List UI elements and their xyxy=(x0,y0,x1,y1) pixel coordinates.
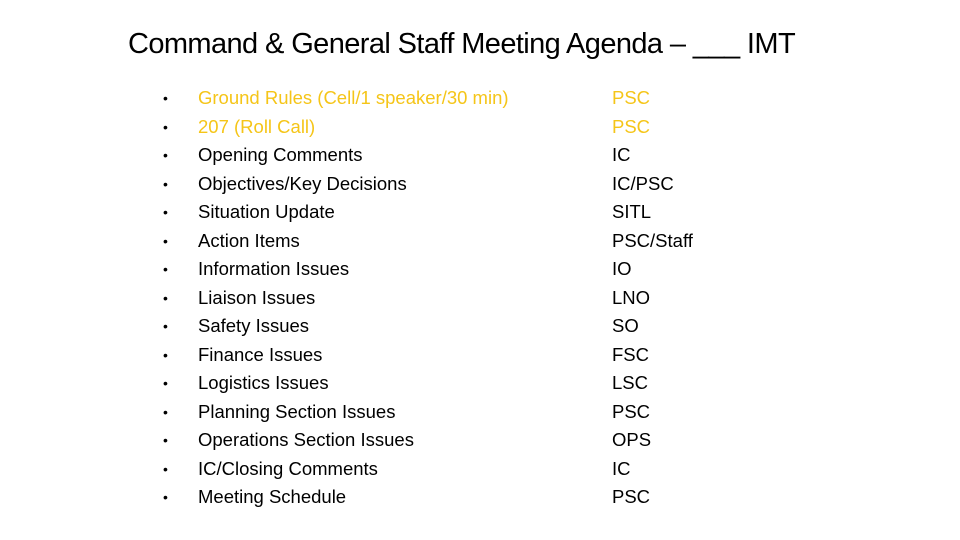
bullet-icon: • xyxy=(163,346,168,363)
agenda-owner: LSC xyxy=(612,372,648,394)
agenda-item: Opening Comments xyxy=(198,144,363,166)
bullet-icon: • xyxy=(163,432,168,449)
agenda-owner: PSC/Staff xyxy=(612,229,693,251)
agenda-owner: PSC xyxy=(612,87,651,109)
agenda-item: Operations Section Issues xyxy=(198,429,414,451)
agenda-row xyxy=(163,141,783,170)
agenda-owner: LNO xyxy=(612,286,651,308)
bullet-icon: • xyxy=(163,289,168,306)
agenda-owner: IC xyxy=(612,144,631,166)
agenda-owner: SITL xyxy=(612,201,652,223)
agenda-row xyxy=(163,398,783,427)
bullet-icon: • xyxy=(163,403,168,420)
bullet-icon: • xyxy=(163,204,168,221)
agenda-owner: IC/PSC xyxy=(612,172,674,194)
agenda-item: Information Issues xyxy=(198,258,350,280)
bullet-icon: • xyxy=(163,460,168,477)
agenda-row xyxy=(163,455,783,484)
agenda-item: Finance Issues xyxy=(198,343,323,365)
agenda-row xyxy=(163,483,783,512)
agenda-row xyxy=(163,198,783,227)
agenda-row xyxy=(163,170,783,199)
agenda-owner: SO xyxy=(612,315,639,337)
agenda-owner: FSC xyxy=(612,343,649,365)
bullet-icon: • xyxy=(163,147,168,164)
agenda-row xyxy=(163,341,783,370)
agenda-row xyxy=(163,113,783,142)
agenda-item: Safety Issues xyxy=(198,315,310,337)
bullet-icon: • xyxy=(163,175,168,192)
bullet-icon: • xyxy=(163,90,168,107)
agenda-list xyxy=(163,84,783,512)
agenda-row xyxy=(163,312,783,341)
agenda-owner: PSC xyxy=(612,486,651,508)
bullet-icon: • xyxy=(163,318,168,335)
agenda-row xyxy=(163,426,783,455)
agenda-item: Meeting Schedule xyxy=(198,486,347,508)
agenda-item: Action Items xyxy=(198,229,300,251)
agenda-owner: PSC xyxy=(612,400,651,422)
agenda-row xyxy=(163,227,783,256)
agenda-item: Objectives/Key Decisions xyxy=(198,172,407,194)
bullet-icon: • xyxy=(163,489,168,506)
agenda-owner: IO xyxy=(612,258,632,280)
agenda-owner: IC xyxy=(612,457,631,479)
agenda-item: Liaison Issues xyxy=(198,286,316,308)
agenda-item: Situation Update xyxy=(198,201,335,223)
agenda-row xyxy=(163,255,783,284)
agenda-owner: PSC xyxy=(612,115,651,137)
agenda-item: 207 (Roll Call) xyxy=(198,115,316,137)
agenda-row xyxy=(163,284,783,313)
bullet-icon: • xyxy=(163,118,168,135)
agenda-item: Ground Rules (Cell/1 speaker/30 min) xyxy=(198,87,509,109)
agenda-owner: OPS xyxy=(612,429,652,451)
slide-title: Command & General Staff Meeting Agenda – ___ IMT xyxy=(128,28,796,60)
bullet-icon: • xyxy=(163,375,168,392)
agenda-item: Planning Section Issues xyxy=(198,400,396,422)
agenda-row xyxy=(163,84,783,113)
agenda-item: IC/Closing Comments xyxy=(198,457,378,479)
agenda-row xyxy=(163,369,783,398)
bullet-icon: • xyxy=(163,232,168,249)
bullet-icon: • xyxy=(163,261,168,278)
agenda-item: Logistics Issues xyxy=(198,372,329,394)
